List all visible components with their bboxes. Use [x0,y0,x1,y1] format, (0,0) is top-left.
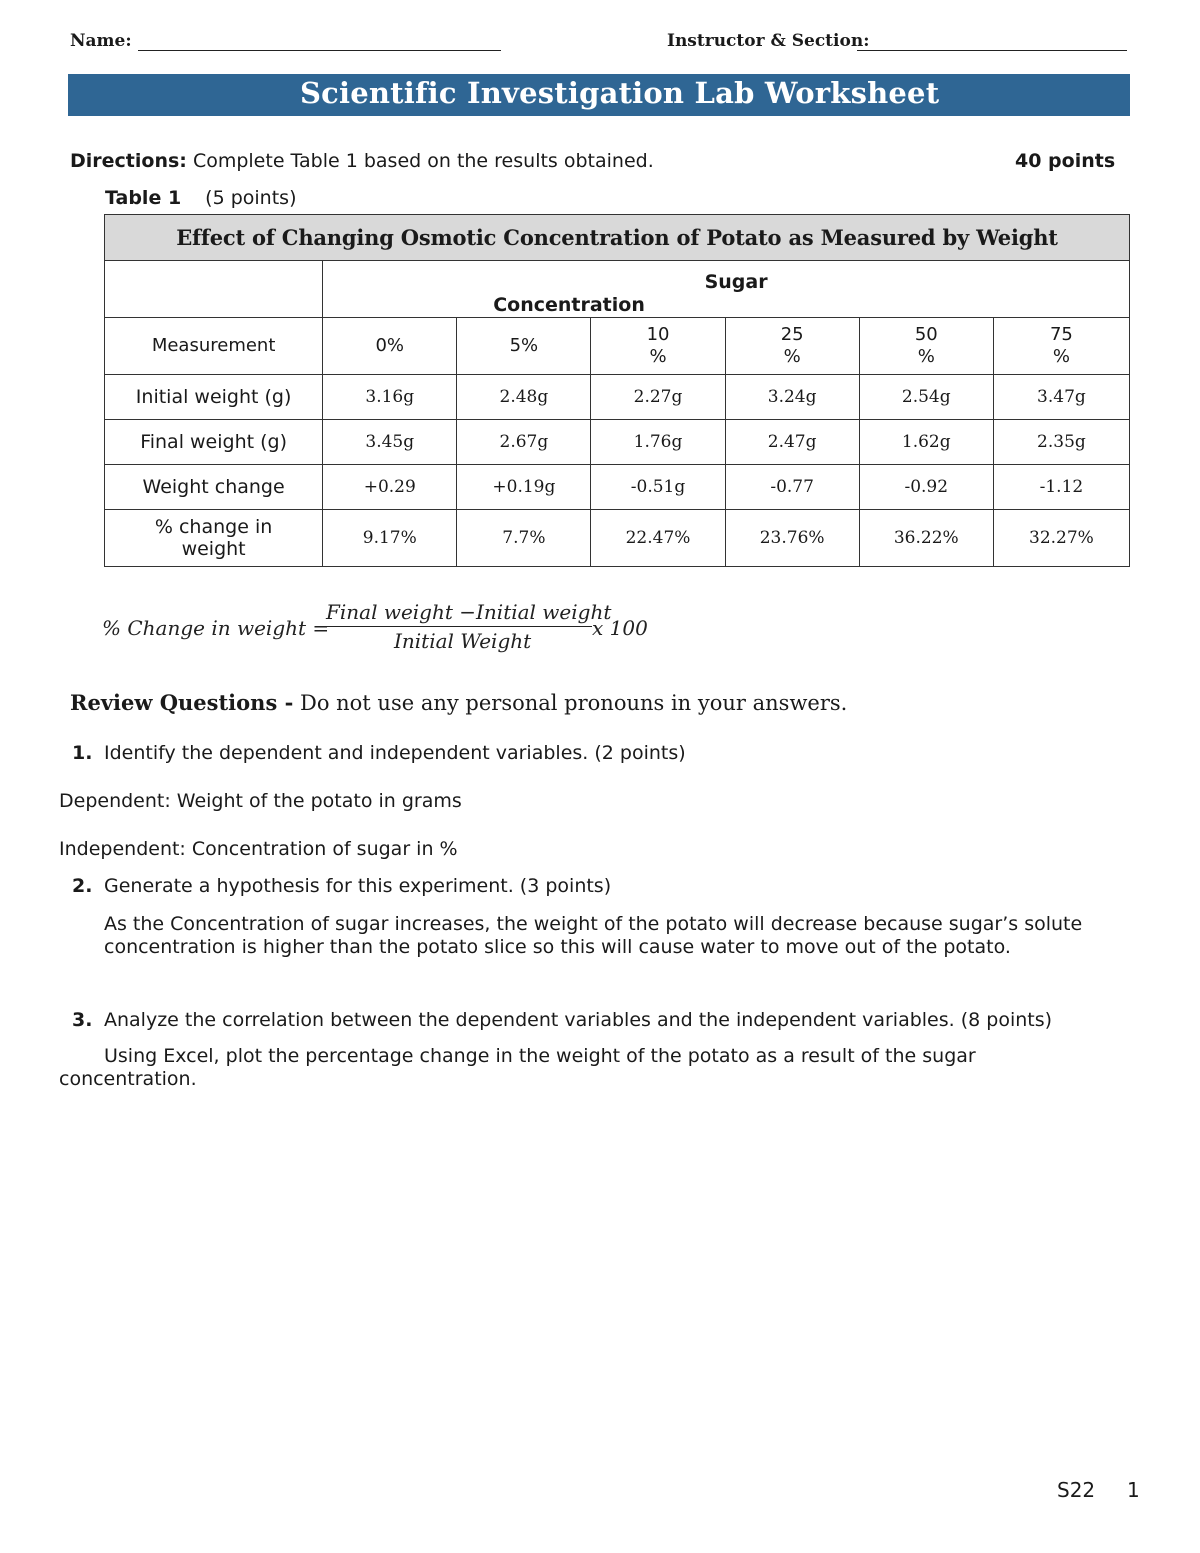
table-number: Table 1 [105,187,182,209]
table-cell[interactable]: -0.51g [591,465,725,510]
concentration-unit: % [1052,346,1070,367]
question-1 [72,742,686,764]
table-row-percent-change [105,510,1130,567]
table-header-blank [105,261,323,318]
answer-hypothesis[interactable]: As the Concentration of sugar increases, the weight of the potato will decrease because sugar’s solute concentration is higher than the potato slice so this will cause water to move out of the potato. [104,913,1083,958]
formula-lhs: % Change in weight = [102,616,330,640]
table-cell[interactable]: -0.92 [859,465,993,510]
name-field-line[interactable] [138,50,501,51]
question-text: Generate a hypothesis for this experiment. (3 points) [104,875,612,897]
page-number: 1 [1127,1478,1140,1502]
table-cell[interactable]: 1.62g [859,420,993,465]
sugar-concentration-header [323,261,1130,318]
question-number: 3. [72,1009,93,1031]
table-cell[interactable]: 2.47g [725,420,859,465]
measurement-header: Measurement [105,318,323,375]
concentration-value: 0% [375,335,405,356]
page-title: Scientific Investigation Lab Worksheet [300,76,940,110]
concentration-value: 5% [509,335,539,356]
fraction-bar [322,626,592,627]
total-points: 40 points [1015,150,1116,172]
table-cell[interactable]: +0.29 [323,465,457,510]
answer-dependent[interactable]: Dependent: Weight of the potato in grams [59,790,462,812]
question-text: Analyze the correlation between the dependent variables and the independent variables. (8 points) [104,1009,1053,1031]
table-cell[interactable]: 2.27g [591,375,725,420]
review-heading [70,690,847,715]
question-number: 2. [72,875,93,897]
concentration-cell [725,318,859,375]
concentration-cell [859,318,993,375]
formula-numerator: Final weight −Initial weight [326,600,612,624]
table-cell[interactable]: 3.47g [993,375,1129,420]
instructor-section-field-line[interactable] [857,50,1127,51]
table-cell[interactable]: 7.7% [457,510,591,567]
concentration-value: 50 [914,324,938,345]
table-cell[interactable]: 3.45g [323,420,457,465]
table-cell[interactable]: 9.17% [323,510,457,567]
concentration-unit: % [649,346,667,367]
question-text: Identify the dependent and independent variables. (2 points) [104,742,686,764]
table-cell[interactable]: 1.76g [591,420,725,465]
table-cell[interactable]: 32.27% [993,510,1129,567]
question-3 [72,1009,1052,1031]
table-cell[interactable]: 36.22% [859,510,993,567]
concentration-value: 25 [780,324,804,345]
question-2 [72,875,611,897]
concentration-cell [457,318,591,375]
review-instruction: Do not use any personal pronouns in your answers. [299,691,848,715]
table-cell[interactable]: 2.54g [859,375,993,420]
question-number: 1. [72,742,93,764]
directions-text: Complete Table 1 based on the results obtained. [192,150,654,172]
table-row-initial-weight [105,375,1130,420]
row-label: Final weight (g) [105,420,323,465]
table-points: (5 points) [205,187,297,209]
table-title: Effect of Changing Osmotic Concentration of Potato as Measured by Weight [105,215,1130,261]
concentration-cell [591,318,725,375]
directions [70,150,654,172]
row-label: Weight change [105,465,323,510]
table-cell[interactable]: +0.19g [457,465,591,510]
table-cell[interactable]: 23.76% [725,510,859,567]
table-label [105,187,296,209]
directions-label: Directions: [70,150,187,172]
concentration-value: 10 [646,324,670,345]
concentration-unit: % [783,346,801,367]
table-cell[interactable]: 3.24g [725,375,859,420]
table-cell[interactable]: 2.48g [457,375,591,420]
answer-independent[interactable]: Independent: Concentration of sugar in % [59,838,458,860]
row-label: % change in weight [154,516,273,560]
banner-accent [68,116,300,118]
results-table [104,214,1130,567]
concentration-cell [323,318,457,375]
table-cell[interactable]: 2.35g [993,420,1129,465]
instructor-section-label: Instructor & Section: [667,31,870,51]
name-label: Name: [70,31,132,51]
formula-multiplier: x 100 [592,616,648,640]
answer-analysis[interactable]: Using Excel, plot the percentage change in the weight of the potato as a result of the sugar concentration. [59,1045,976,1090]
row-label: Initial weight (g) [105,375,323,420]
table-row-weight-change [105,465,1130,510]
concentration-value: 75 [1049,324,1073,345]
table-row-final-weight [105,420,1130,465]
table-cell[interactable]: -0.77 [725,465,859,510]
concentration-unit: % [917,346,935,367]
table-cell[interactable]: -1.12 [993,465,1129,510]
formula-denominator: Initial Weight [394,629,532,653]
concentration-cell [993,318,1129,375]
row-label-cell [105,510,323,567]
sugar-label: Sugar [704,271,768,293]
review-title: Review Questions - [70,690,294,715]
table-cell[interactable]: 22.47% [591,510,725,567]
concentration-label: Concentration [493,294,645,316]
footer-code: S22 [1057,1478,1096,1502]
table-cell[interactable]: 2.67g [457,420,591,465]
table-cell[interactable]: 3.16g [323,375,457,420]
